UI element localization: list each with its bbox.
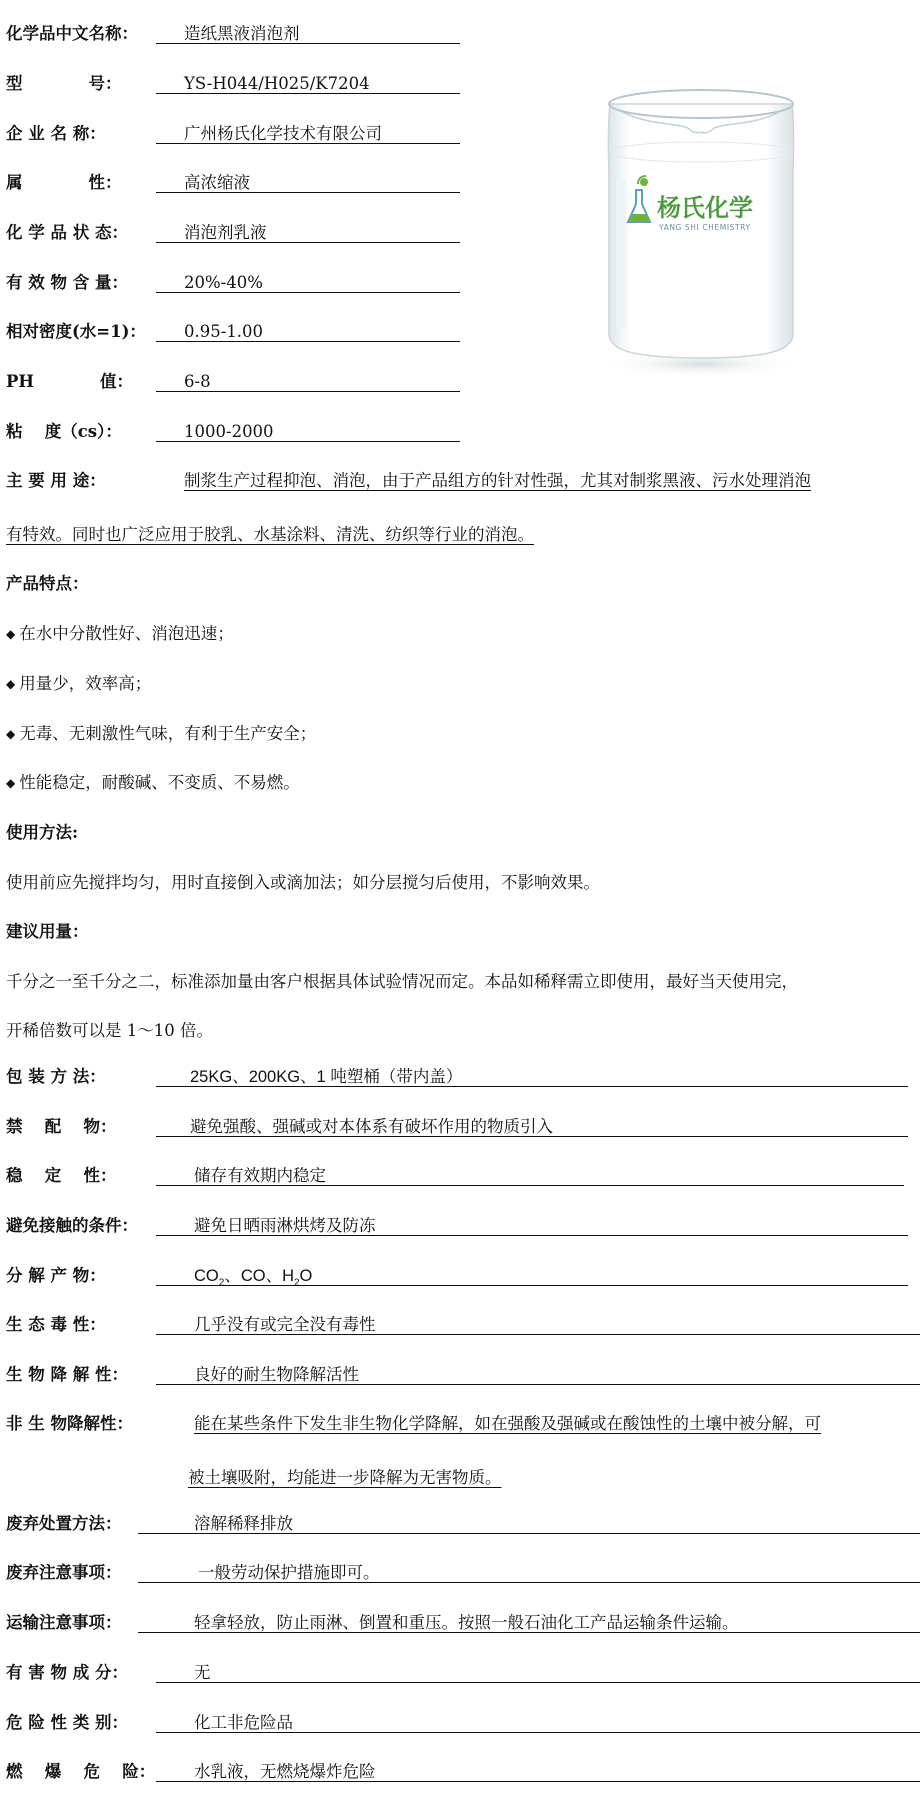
usage-text-1: 制浆生产过程抑泡、消泡，由于产品组方的针对性强，尤其对制浆黑液、污水处理消泡	[184, 471, 811, 490]
detail-taboo-label: 禁 配 物：	[6, 1117, 117, 1136]
detail-waste-note	[6, 1563, 380, 1583]
detail-eco	[6, 1315, 376, 1335]
spec-model	[6, 74, 370, 94]
spec-company-value: 广州杨氏化学技术有限公司	[156, 124, 460, 144]
detail-avoid-label: 避免接触的条件：	[6, 1216, 138, 1235]
feature-item: ◆ 在水中分散性好、消泡迅速；	[6, 624, 234, 643]
spec-viscosity	[6, 422, 274, 442]
detail-waste-note-value: 一般劳动保护措施即可。	[138, 1563, 920, 1583]
spec-state-label: 化 学 品 状 态：	[6, 223, 128, 242]
detail-stability	[6, 1166, 326, 1186]
spec-name-label: 化学品中文名称：	[6, 24, 138, 43]
detail-harmful	[6, 1663, 211, 1683]
detail-packaging	[6, 1067, 463, 1087]
dosage-text-1: 千分之一至千分之二，标准添加量由客户根据具体试验情况而定。本品如稀释需立即使用，最好当天使用完，	[6, 972, 798, 991]
spec-viscosity-label: 粘 度（cs）：	[6, 422, 122, 441]
spec-model-label: 型 号：	[6, 74, 122, 93]
logo-text-en: YANG SHI CHEMISTRY	[659, 223, 751, 232]
spec-name-value: 造纸黑液消泡剂	[156, 24, 460, 44]
detail-nonbio-label: 非 生 物降解性：	[6, 1414, 133, 1433]
detail-eco-value: 几乎没有或完全没有毒性	[156, 1315, 920, 1335]
detail-explosion-value: 水乳液，无燃烧爆炸危险	[156, 1762, 920, 1782]
spec-density	[6, 322, 264, 342]
spec-content-value: 20%-40%	[156, 273, 460, 293]
spec-company-label: 企 业 名 称：	[6, 124, 106, 143]
detail-decomp	[6, 1266, 313, 1286]
detail-bio-label: 生 物 降 解 性：	[6, 1365, 128, 1384]
detail-hazard-label: 危 险 性 类 别：	[6, 1713, 128, 1732]
usage-text-2: 有特效。同时也广泛应用于胶乳、水基涂料、清洗、纺织等行业的消泡。	[6, 525, 534, 544]
detail-waste-label: 废弃处置方法：	[6, 1514, 122, 1533]
feature-item: ◆ 无毒、无刺激性气味，有利于生产安全；	[6, 724, 317, 743]
detail-bio-value: 良好的耐生物降解活性	[156, 1365, 920, 1385]
detail-waste-note-label: 废弃注意事项：	[6, 1563, 122, 1582]
product-beaker-image	[592, 82, 810, 380]
detail-explosion-label: 燃 爆 危 险：	[6, 1762, 156, 1781]
detail-transport	[6, 1613, 739, 1633]
spec-property	[6, 173, 250, 193]
feature-item: ◆ 用量少，效率高；	[6, 674, 152, 693]
detail-eco-label: 生 态 毒 性：	[6, 1315, 106, 1334]
detail-waste-value: 溶解稀释排放	[138, 1514, 920, 1534]
method-text: 使用前应先搅拌均匀，用时直接倒入或滴加法；如分层搅匀后使用，不影响效果。	[6, 873, 600, 892]
detail-taboo	[6, 1117, 553, 1137]
spec-state-value: 消泡剂乳液	[156, 223, 460, 243]
usage-label: 主 要 用 途：	[6, 471, 106, 490]
detail-waste	[6, 1514, 293, 1534]
detail-nonbio-text-2: 被土壤吸附，均能进一步降解为无害物质。	[188, 1468, 502, 1487]
detail-hazard	[6, 1713, 293, 1733]
diamond-bullet-icon: ◆	[6, 776, 16, 790]
detail-packaging-label: 包 装 方 法：	[6, 1067, 106, 1086]
logo-text-cn: 杨氏化学	[657, 194, 753, 222]
diamond-bullet-icon: ◆	[6, 627, 16, 641]
detail-explosion	[6, 1762, 376, 1782]
spec-state	[6, 223, 267, 243]
spec-content	[6, 273, 263, 293]
spec-ph-label: PH 值：	[6, 372, 133, 391]
spec-density-value: 0.95-1.00	[156, 322, 460, 342]
detail-transport-label: 运输注意事项：	[6, 1613, 122, 1632]
spec-ph-value: 6-8	[156, 372, 460, 392]
spec-viscosity-value: 1000-2000	[156, 422, 460, 442]
spec-content-label: 有 效 物 含 量：	[6, 273, 128, 292]
features-heading: 产品特点：	[6, 574, 89, 593]
detail-stability-label: 稳 定 性：	[6, 1166, 117, 1185]
method-heading: 使用方法:	[6, 823, 79, 842]
spec-ph	[6, 372, 211, 392]
detail-hazard-value: 化工非危险品	[156, 1713, 920, 1733]
spec-company	[6, 124, 382, 144]
detail-transport-value: 轻拿轻放，防止雨淋、倒置和重压。按照一般石油化工产品运输条件运输。	[138, 1613, 920, 1633]
diamond-bullet-icon: ◆	[6, 677, 16, 691]
dosage-text-2: 开稀倍数可以是 1～10 倍。	[6, 1021, 213, 1040]
spec-property-value: 高浓缩液	[156, 173, 460, 193]
detail-harmful-value: 无	[156, 1663, 920, 1683]
detail-bio	[6, 1365, 359, 1385]
detail-harmful-label: 有 害 物 成 分：	[6, 1663, 128, 1682]
dosage-heading: 建议用量：	[6, 922, 89, 941]
detail-decomp-label: 分 解 产 物：	[6, 1266, 106, 1285]
feature-item: ◆ 性能稳定，耐酸碱、不变质、不易燃。	[6, 773, 300, 792]
spec-property-label: 属 性：	[6, 173, 122, 192]
detail-nonbio-text-1: 能在某些条件下发生非生物化学降解，如在强酸及强碱或在酸蚀性的土壤中被分解，可	[194, 1414, 821, 1433]
detail-avoid-value: 避免日晒雨淋烘烤及防冻	[156, 1216, 908, 1236]
usage-line1	[6, 471, 811, 491]
detail-packaging-value: 25KG、200KG、1 吨塑桶（带内盖）	[156, 1067, 908, 1087]
spec-density-label: 相对密度(水=1)：	[6, 322, 146, 341]
detail-nonbio	[6, 1414, 821, 1434]
detail-stability-value: 储存有效期内稳定	[156, 1166, 904, 1186]
detail-avoid	[6, 1216, 376, 1236]
spec-name	[6, 24, 300, 44]
detail-decomp-value: $CO_2$、CO、$H_2O$	[156, 1266, 908, 1286]
detail-taboo-value: 避免强酸、强碱或对本体系有破坏作用的物质引入	[156, 1117, 908, 1137]
diamond-bullet-icon: ◆	[6, 727, 16, 741]
spec-model-value: YS-H044/H025/K7204	[156, 74, 460, 94]
